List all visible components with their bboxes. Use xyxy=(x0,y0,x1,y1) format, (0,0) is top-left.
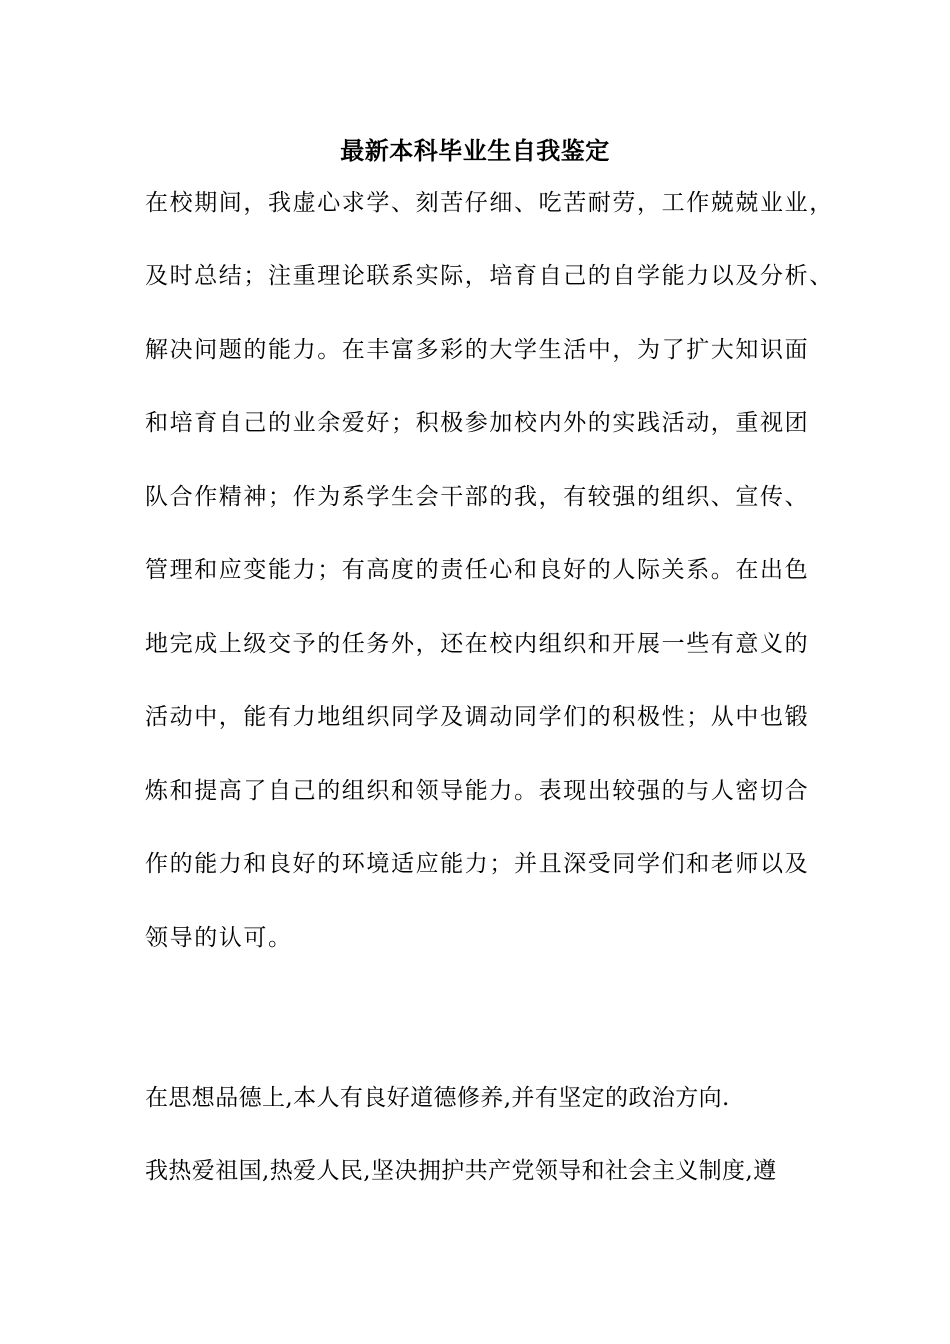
paragraph-line: 作的能力和良好的环境适应能力；并且深受同学们和老师以及 xyxy=(145,851,810,877)
paragraph-line: 活动中，能有力地组织同学及调动同学们的积极性；从中也锻 xyxy=(145,704,810,730)
paragraph-line: 在思想品德上,本人有良好道德修养,并有坚定的政治方向. xyxy=(145,1085,730,1111)
paragraph-line: 解决问题的能力。在丰富多彩的大学生活中，为了扩大知识面 xyxy=(145,337,810,363)
paragraph-line: 在校期间，我虚心求学、刻苦仔细、吃苦耐劳，工作兢兢业业， xyxy=(145,190,834,216)
paragraph-line: 管理和应变能力；有高度的责任心和良好的人际关系。在出色 xyxy=(145,557,810,583)
paragraph-line: 领导的认可。 xyxy=(145,925,293,951)
paragraph-line: 及时总结；注重理论联系实际，培育自己的自学能力以及分析、 xyxy=(145,263,834,289)
paragraph-line: 地完成上级交予的任务外，还在校内组织和开展一些有意义的 xyxy=(145,631,810,657)
paragraph-line: 炼和提高了自己的组织和领导能力。表现出较强的与人密切合 xyxy=(145,778,810,804)
document-title: 最新本科毕业生自我鉴定 xyxy=(340,137,610,165)
paragraph-line: 队合作精神；作为系学生会干部的我，有较强的组织、宣传、 xyxy=(145,484,810,510)
paragraph-line: 和培育自己的业余爱好；积极参加校内外的实践活动，重视团 xyxy=(145,410,810,436)
paragraph-line: 我热爱祖国,热爱人民,坚决拥护共产党领导和社会主义制度,遵 xyxy=(145,1158,777,1184)
